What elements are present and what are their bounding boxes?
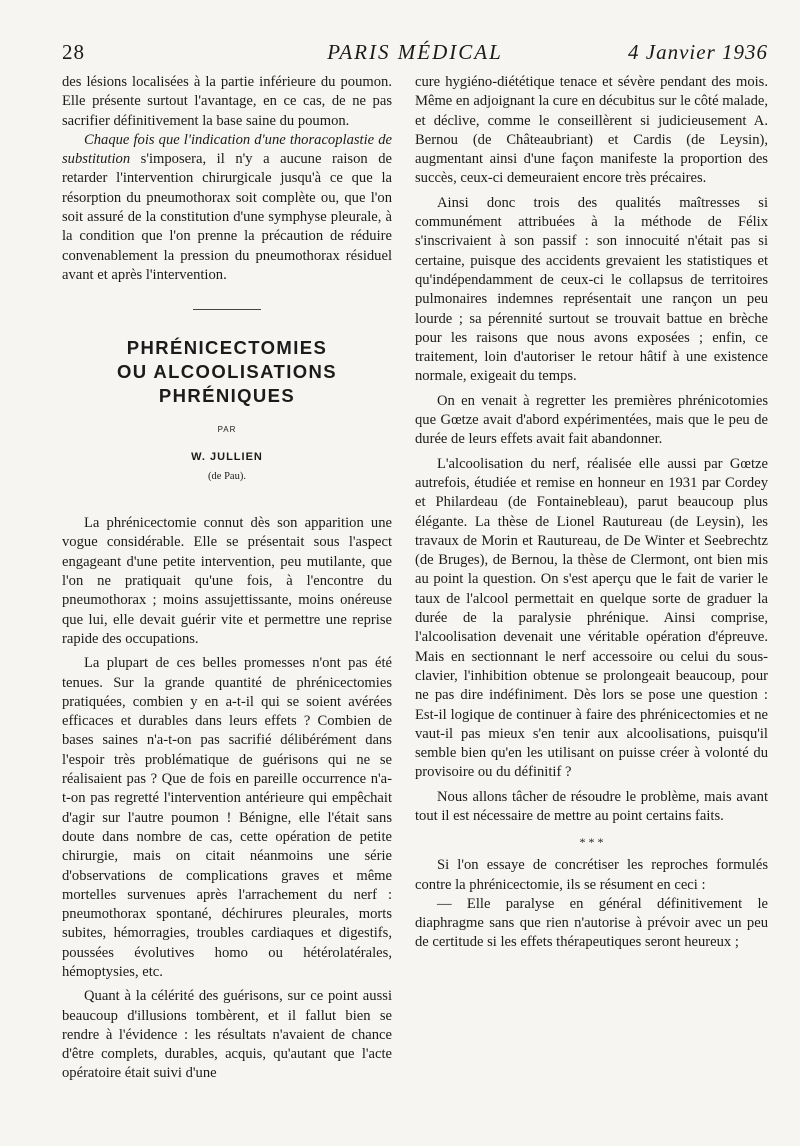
previous-article-paragraph xyxy=(62,131,392,285)
body-paragraph: Ainsi donc trois des qualités maîtresses si communément attribuées à la méthode de Félix s'inscrivaient à son passif : son innocuité n'était pas si certaine, puisque des accidents grevaient les statistiques et qu'indépendamment de ceux-ci le collapsus de territoires pulmonaires indemnes représentait une rançon un peu lourde ; sa pérennité surtout se trouvait battue en brèche pour les raisons que nous avons exposées ; enfin, ce traitement, loin d'autoriser le retour hâtif à une existence normale, exigeait du temps. xyxy=(415,194,768,385)
right-column xyxy=(415,73,768,953)
asterism-separator: * * * xyxy=(579,835,604,850)
body-paragraph: Si l'on essaye de concrétiser les reproches formulés contre la phrénicectomie, ils se résument en ceci : xyxy=(415,857,768,893)
section-divider xyxy=(193,309,261,310)
byline-label: PAR xyxy=(217,425,237,435)
body-paragraph: — Elle paralyse en général définitivement le diaphragme sans que rien n'autorise à prévoir avec un peu de certitude si les effets thérapeutiques seront heureux ; xyxy=(415,895,768,951)
body-paragraph: La phrénicectomie connut dès son apparition une vogue considérable. Elle se présentait sous l'aspect engageant d'une petite intervention, peu mutilante, que l'on ne pratiquait qu'une fois, à l'encontre du pneumothorax ; moins assujettissante, moins onéreuse que lui, elle devait guérir vite et permettre une reprise rapide des occupations. xyxy=(62,515,392,647)
article-title xyxy=(62,336,392,408)
body-paragraph: Nous allons tâcher de résoudre le problème, mais avant tout il est nécessaire de mettre au point certains faits. xyxy=(415,788,768,824)
issue-date: 4 Janvier 1936 xyxy=(628,40,768,64)
article-title-line: PHRÉNICECTOMIES xyxy=(126,337,328,359)
body-paragraph: Quant à la célérité des guérisons, sur ce point aussi beaucoup d'illusions tombèrent, et il fallut bien se rendre à l'évidence : les résultats n'avaient de chance d'être complets, durables, acquis, qu'autant que l'acte opératoire était suivi d'une xyxy=(62,988,392,1082)
previous-article-paragraph: des lésions localisées à la partie inférieure du poumon. Elle présente surtout l'avantage, en ce cas, de ne pas sacrifier définitivement la base saine du poumon. xyxy=(62,74,392,129)
body-paragraph: cure hygiéno-diététique tenace et sévère pendant des mois. Même en adjoignant la cure en décubitus sur le côté malade, et déclive, comme le conseillèrent si judicieusement A. Bernou (de Châteaubriant) et Cardis (de Leysin), augmentant ainsi d'une façon manifeste la proportion des succès, ceux-ci demeuraient encore très précaires. xyxy=(415,74,768,187)
article-title-line: PHRÉNIQUES xyxy=(158,385,296,407)
author-name: W. JULLIEN xyxy=(191,450,263,463)
left-column xyxy=(62,73,392,1084)
emphasized-text: Chaque fois que l'indication d'une thoracoplastie de substitution xyxy=(62,131,392,168)
author-affiliation: (de Pau). xyxy=(208,470,246,482)
article-title-line: OU ALCOOLISATIONS xyxy=(116,361,338,383)
body-paragraph: La plupart de ces belles promesses n'ont pas été tenues. Sur la grande quantité de phrénicectomies pratiquées, combien y en a-t-il qui se soient avérées efficaces et durables dans leurs effets ? Combien de bases saines n'a-t-on pas sacrifié délibérément dans l'espoir très problématique de guérisons qui ne se réalisaient pas ? Que de fois en pareille occurrence n'a-t-on pas regretté l'intervention antérieure qui empêchait d'agir sur l'autre poumon ! Bénigne, elle l'était sans doute dans nombre de cas, cette opération de petite chirurgie, mais on citait néanmoins une série d'observations de complications graves et même mortelles survenues après l'arrachement du nerf : pneumothorax spontané, déchirures pleurales, morts subites, hémorragies, troubles cardiaques et digestifs, poussées évolutives homo ou hétérolatérales, hémoptysies, etc. xyxy=(62,655,392,980)
body-paragraph: L'alcoolisation du nerf, réalisée elle aussi par Gœtze autrefois, étudiée et remise en honneur en 1931 par Cordey et Philardeau (de Fontainebleau), parut beaucoup plus élégante. La thèse de Lionel Rautureau (de Leysin), les travaux de Morin et Rautureau, de De Winter et Seebrechtz (de Bruges), de Bernou, la thèse de Clermont, ont bien mis au point la question. On s'est aperçu que le fait de varier le taux de l'alcool permettait en quelque sorte de graduer la durée de la paralysie phrénique. Ainsi comprise, l'alcoolisation devenait une véritable opération d'épreuve. Mais en sectionnant le nerf accessoire ou celui du sous-clavier, l'inhibition obtenue se prolongeait beaucoup, pour ne pas dire indéfiniment. Dès lors se pose une question : Est-il logique de continuer à faire des phrénicectomies et ne vaut-il pas mieux s'en tenir aux alcoolisations, puisqu'il semble bien qu'en les utilisant on puisse créer à volonté du provisoire ou du définitif ? xyxy=(415,455,768,781)
paragraph-text: s'imposera, il n'y a aucune raison de retarder l'intervention chirurgicale jusqu'à ce que la résorption du pneumothorax soit complète ou, que l'on soit assuré de la constitution d'une symphyse pleurale, à la condition que l'on prenne la précaution de réduire convenablement la pression du pneumothorax résiduel avant et après l'intervention. xyxy=(62,151,392,283)
body-paragraph: On en venait à regretter les premières phrénicotomies que Gœtze avait d'abord expérimentées, mais que le peu de durée de leurs effets avait fait abandonner. xyxy=(415,392,768,448)
page-number: 28 xyxy=(62,40,85,64)
running-header xyxy=(62,40,768,70)
journal-title: PARIS MÉDICAL xyxy=(327,40,503,64)
